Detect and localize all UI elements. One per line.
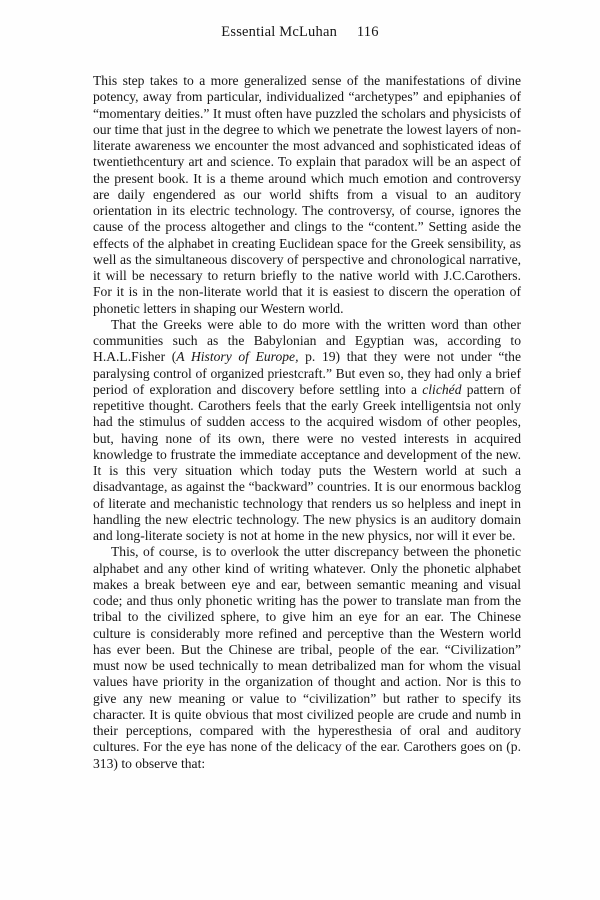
paragraph-text: This, of course, is to overlook the utter discrepancy between the phonetic alphabet and any other kind of writing whatever. Only the phonetic alphabet makes a break between eye and ear, between semantic meaning and visual code; and thus only phonetic writing has the power to translate man from the tribal to the civilized sphere, to give him an eye for an ear. The Chinese culture is considerably more refined and perceptive than the Western world has ever been. But the Chinese are tribal, people of the ear. “Civilization” must now be used technically to mean detribalized man for whom the visual values have priority in the organization of thought and action. Nor is this to give any new meaning or value to “civilization” but rather to specify its character. It is quite obvious that most civilized people are crude and numb in their perceptions, compared with the hyperesthesia of oral and auditory cultures. For the eye has none of the delicacy of the ear. Carothers goes on (p. 313) to observe that: bbox=[93, 544, 521, 771]
paragraph-text: pattern of repetitive thought. Carothers feels that the early Greek intelligentsia not only had the stimulus of sudden access to the acquired wisdom of other peoples, but, having none of its own, there were no vested interests in acquired knowledge to frustrate the immediate acceptance and development of the new. It is this very situation which today puts the Western world at such a disadvantage, as against the “backward” countries. It is our enormous backlog of literate and mechanistic technology that renders us so helpless and inept in handling the new electric technology. The new physics is an auditory domain and long-literate society is not at home in the new physics, nor will it ever be. bbox=[93, 381, 521, 543]
paragraph-text: p. 19) that they were not under “the paralysing control of organized priestcraft.” But even so, they had only a brief period of exploration and discovery before settling into a bbox=[93, 349, 521, 397]
italic-term: clichéd bbox=[422, 381, 462, 397]
paragraph-text: This step takes to a more generalized sense of the manifestations of divine potency, away from particular, individualized “archetypes” and epiphanies of “momentary deities.” It must often have puzzled the scholars and physicists of our time that just in the degree to which we penetrate the lowest layers of non-literate awareness we encounter the most advanced and sophisticated ideas of twentiethcentury art and science. To explain that paradox will be an aspect of the present book. It is a theme around which much emotion and controversy are daily engendered as our world shifts from a visual to an auditory orientation in its electric technology. The controversy, of course, ignores the cause of the process altogether and clings to the “content.” Setting aside the effects of the alphabet in creating Euclidean space for the Greek sensibility, as well as the simultaneous discovery of perspective and chronological narrative, it will be necessary to return briefly to the native world with J.C.Carothers. For it is in the non-literate world that it is easiest to discern the operation of phonetic letters in shaping our Western world. bbox=[93, 73, 521, 316]
paragraph bbox=[93, 317, 521, 545]
paragraph bbox=[93, 73, 521, 317]
page-number: 116 bbox=[356, 24, 379, 40]
italic-book-title: A History of Europe, bbox=[176, 349, 299, 365]
page-text bbox=[93, 73, 521, 772]
paragraph bbox=[93, 544, 521, 772]
paragraph-text: That the Greeks were able to do more with the written word than other communities such as the Babylonian and Egyptian was, according to H.A.L.Fisher ( bbox=[93, 316, 521, 365]
running-header-title: Essential McLuhan bbox=[221, 24, 338, 40]
running-header bbox=[0, 24, 600, 41]
